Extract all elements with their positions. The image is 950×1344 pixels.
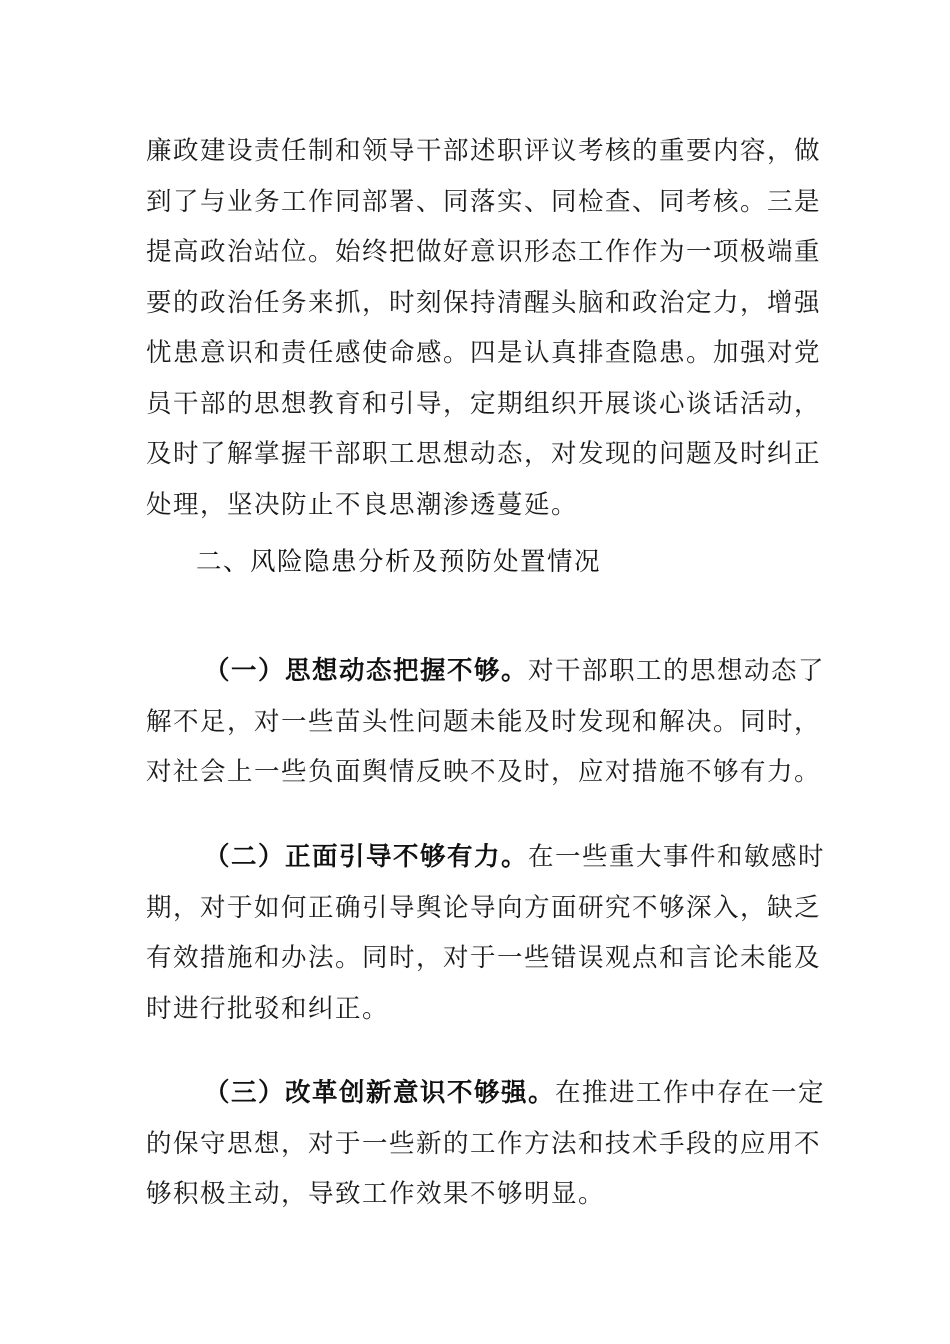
intro-line: 廉政建设责任制和领导干部述职评议考核的重要内容，做 — [146, 136, 822, 166]
intro-line: 员干部的思想教育和引导，定期组织开展谈心谈话活动， — [146, 388, 822, 419]
intro-line: 及时了解掌握干部职工思想动态，对发现的问题及时纠正 — [146, 439, 822, 469]
intro-line: 到了与业务工作同部署、同落实、同检查、同考核。三是 — [146, 186, 822, 217]
item-lead: （三）改革创新意识不够强。 — [204, 1078, 556, 1108]
item-paragraph-2 — [146, 832, 826, 1034]
item-line: 解不足，对一些苗头性问题未能及时发现和解决。同时， — [146, 706, 822, 737]
item-first-text: 对干部职工的思想动态了 — [528, 656, 826, 686]
item-line: 够积极主动，导致工作效果不够明显。 — [146, 1179, 606, 1209]
section-heading: 二、风险隐患分析及预防处置情况 — [196, 547, 602, 577]
intro-line: 提高政治站位。始终把做好意识形态工作作为一项极端重 — [146, 237, 822, 267]
item-lead: （一）思想动态把握不够。 — [204, 656, 529, 686]
intro-paragraph — [146, 126, 822, 530]
item-paragraph-3 — [146, 1068, 826, 1220]
intro-line: 处理，坚决防止不良思潮渗透蔓延。 — [146, 489, 579, 520]
intro-line: 忧患意识和责任感使命感。四是认真排查隐患。加强对党 — [146, 338, 822, 368]
item-first-line — [146, 646, 826, 697]
item-line: 对社会上一些负面舆情反映不及时，应对措施不够有力。 — [146, 757, 822, 787]
item-line: 时进行批驳和纠正。 — [146, 993, 390, 1024]
item-line: 有效措施和办法。同时，对于一些错误观点和言论未能及 — [146, 943, 822, 973]
item-line: 的保守思想，对于一些新的工作方法和技术手段的应用不 — [146, 1128, 822, 1159]
item-first-text: 在推进工作中存在一定 — [555, 1078, 826, 1108]
item-first-line — [146, 832, 826, 883]
item-line: 期，对于如何正确引导舆论导向方面研究不够深入，缺乏 — [146, 892, 822, 923]
item-first-text: 在一些重大事件和敏感时 — [528, 842, 826, 872]
intro-line: 要的政治任务来抓，时刻保持清醒头脑和政治定力，增强 — [146, 287, 822, 318]
item-lead: （二）正面引导不够有力。 — [204, 842, 529, 872]
item-first-line — [146, 1068, 826, 1119]
item-paragraph-1 — [146, 646, 826, 798]
